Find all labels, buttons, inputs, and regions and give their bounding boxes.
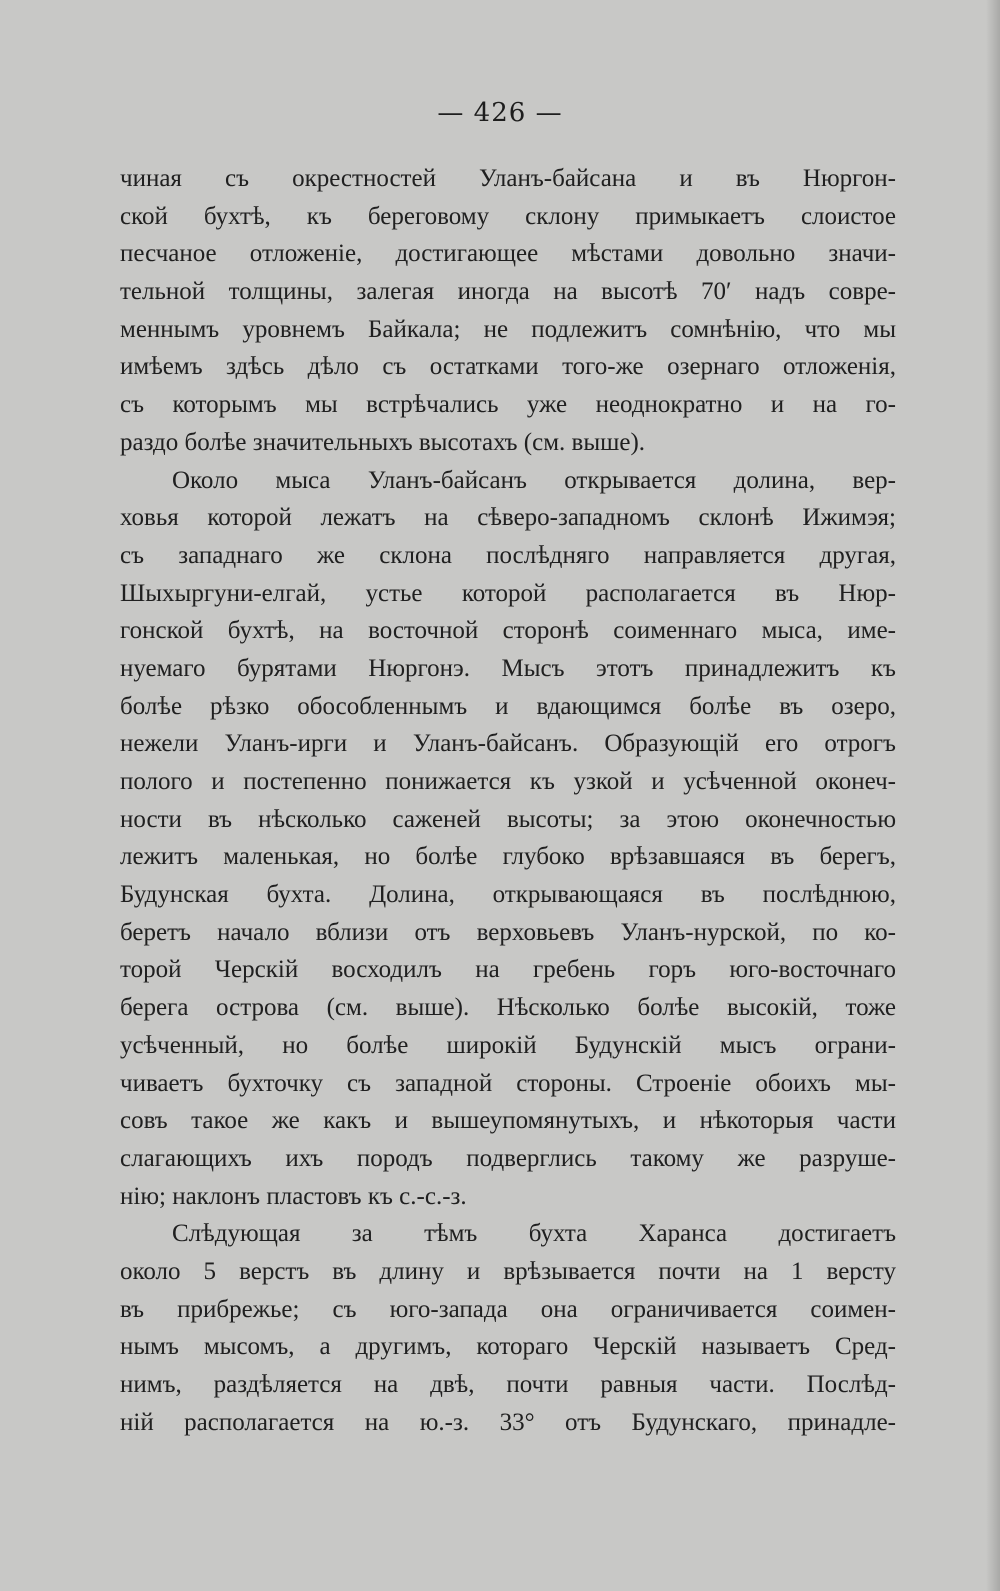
text-line: имѣемъ здѣсь дѣло съ остатками того-же озернаго отложенія, [120,353,896,381]
page-edge-shadow [986,0,1000,1591]
body-text [120,160,896,1441]
text-line: Будунская бухта. Долина, открывающаяся въ послѣднюю, [120,881,896,909]
text-line: раздо болѣе значительныхъ высотахъ (см. выше). [120,428,646,456]
text-line: ской бухтѣ, къ береговому склону примыкаетъ слоистое [120,202,896,230]
text-line: усѣченный, но болѣе широкій Будунскій мысъ ограни- [120,1031,896,1059]
text-line: беретъ начало вблизи отъ верховьевъ Уланъ-нурской, по ко- [120,918,896,946]
text-line: Слѣдующая за тѣмъ бухта Харанса достигаетъ [172,1220,896,1248]
text-line: чиваетъ бухточку съ западной стороны. Строеніе обоихъ мы- [120,1069,896,1097]
text-line: торой Черскій восходилъ на гребень горъ юго-восточнаго [120,956,896,984]
text-line: берега острова (см. выше). Нѣсколько болѣе высокій, тоже [120,994,896,1022]
page-number: — 426 — [437,98,563,128]
text-line: нымъ мысомъ, а другимъ, котораго Черскій называетъ Сред- [120,1333,896,1361]
text-line: нежели Уланъ-ирги и Уланъ-байсанъ. Образующій его отрогъ [120,730,896,758]
text-line: лежитъ маленькая, но болѣе глубоко врѣзавшаяся въ берегъ, [120,843,896,871]
text-line: ховья которой лежатъ на сѣверо-западномъ склонѣ Ижимэя; [120,504,896,532]
text-line: песчаное отложеніе, достигающее мѣстами довольно значи- [120,240,896,268]
text-line: нимъ, раздѣляется на двѣ, почти равныя части. Послѣд- [120,1371,896,1398]
text-line: чиная съ окрестностей Уланъ-байсана и въ Нюргон- [120,165,896,192]
text-line: ности въ нѣсколько саженей высоты; за этою оконечностью [120,805,896,833]
text-line: съ западнаго же склона послѣдняго направляется другая, [120,541,896,569]
text-line: около 5 верстъ въ длину и врѣзывается почти на 1 версту [120,1257,896,1285]
text-line: меннымъ уровнемъ Байкала; не подлежитъ сомнѣнію, что мы [120,315,896,343]
text-line: Около мыса Уланъ-байсанъ открывается долина, вер- [172,466,896,494]
text-line: слагающихъ ихъ породъ подверглись такому же разруше- [120,1144,896,1172]
text-line: въ прибрежье; съ юго-запада она ограничивается соимен- [120,1295,896,1323]
text-line: гонской бухтѣ, на восточной сторонѣ соименнаго мыса, име- [120,617,896,645]
text-line: полого и постепенно понижается къ узкой и усѣченной оконеч- [120,768,896,795]
text-line: совъ такое же какъ и вышеупомянутыхъ, и нѣкоторыя части [120,1107,896,1135]
text-line: нію; наклонъ пластовъ къ с.-с.-з. [120,1182,467,1210]
text-line: ній располагается на ю.-з. 33° отъ Будунскаго, принадле- [120,1408,896,1436]
text-line: болѣе рѣзко обособленнымъ и вдающимся болѣе въ озеро, [120,692,896,720]
text-line: тельной толщины, залегая иногда на высотѣ 70′ надъ совре- [120,278,896,306]
text-line: Шыхыргуни-елгай, устье которой располагается въ Нюр- [120,579,896,607]
text-line: нуемаго бурятами Нюргонэ. Мысъ этотъ принадлежитъ къ [120,654,896,682]
text-line: съ которымъ мы встрѣчались уже неоднократно и на го- [120,391,896,419]
